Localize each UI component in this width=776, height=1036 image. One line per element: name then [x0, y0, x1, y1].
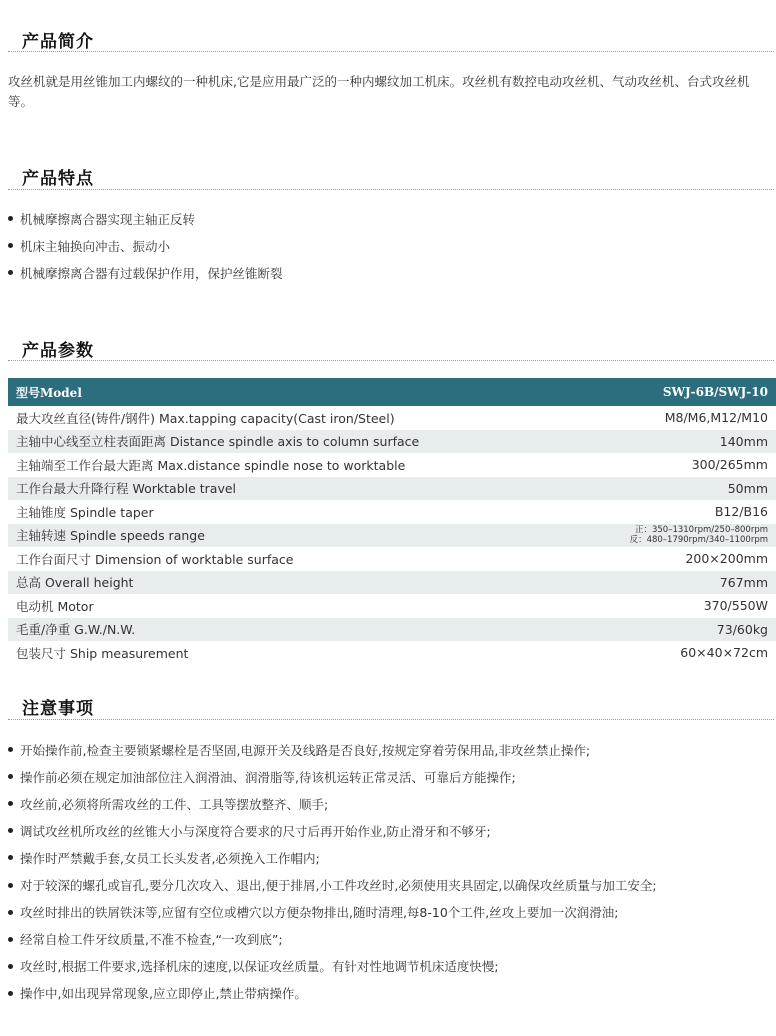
note-text: 调试攻丝机所攻丝的丝锥大小与深度符合要求的尺寸后再开始作业,防止滑牙和不够牙; — [20, 823, 491, 839]
list-item — [8, 763, 657, 790]
bullet-icon — [8, 243, 13, 248]
param-label: 主轴中心线至立柱表面距离 Distance spindle axis to column surface — [16, 434, 420, 450]
list-item — [8, 259, 283, 286]
bullet-icon — [8, 774, 13, 779]
param-label: 毛重/净重 G.W./N.W. — [16, 622, 136, 638]
table-row — [8, 500, 776, 524]
param-label: 主轴转速 Spindle speeds range — [16, 528, 205, 544]
bullet-icon — [8, 270, 13, 275]
list-item — [8, 817, 657, 844]
list-item — [8, 899, 657, 926]
param-value: B12/B16 — [714, 504, 768, 520]
note-text: 对于较深的螺孔或盲孔,要分几次攻入、退出,便于排屑,小工件攻丝时,必须使用夹具固定,以确保攻丝质量与加工安全; — [20, 878, 657, 894]
feature-text: 机械摩擦离合器有过载保护作用，保护丝锥断裂 — [20, 265, 283, 281]
table-row — [8, 547, 776, 571]
table-row — [8, 524, 776, 548]
bullet-icon — [8, 216, 13, 221]
feature-text: 机床主轴换向冲击、振动小 — [20, 238, 171, 254]
features-divider — [8, 189, 774, 190]
param-value: 50mm — [727, 480, 768, 496]
speed-reverse: 反：480–1790rpm/340–1100rpm — [629, 535, 768, 546]
table-row — [8, 406, 776, 430]
table-header-row — [8, 378, 776, 406]
param-label: 电动机 Motor — [16, 598, 94, 614]
feature-text: 机械摩擦离合器实现主轴正反转 — [20, 211, 196, 227]
notes-title: 注意事项 — [22, 699, 94, 719]
note-text: 操作时严禁戴手套,女员工长头发者,必须挽入工作帽内; — [20, 850, 320, 866]
notes-divider — [8, 719, 774, 720]
param-value: 767mm — [719, 574, 768, 590]
note-text: 开始操作前,检查主要锁紧螺栓是否坚固,电源开关及线路是否良好,按规定穿着劳保用品,非攻丝禁止操作; — [20, 742, 591, 758]
bullet-icon — [8, 828, 13, 833]
param-label: 主轴锥度 Spindle taper — [16, 504, 154, 520]
param-label: 最大攻丝直径(铸件/钢件) Max.tapping capacity(Cast iron/Steel) — [16, 410, 395, 426]
bullet-icon — [8, 855, 13, 860]
param-label: 工作台面尺寸 Dimension of worktable surface — [16, 551, 294, 567]
param-label: 工作台最大升降行程 Worktable travel — [16, 481, 237, 497]
list-item — [8, 953, 657, 980]
table-row — [8, 453, 776, 477]
bullet-icon — [8, 883, 13, 888]
param-value — [520, 524, 776, 548]
table-row — [8, 477, 776, 501]
param-label: 总高 Overall height — [16, 575, 134, 591]
param-value: 60×40×72cm — [680, 645, 768, 661]
list-item — [8, 980, 657, 1007]
param-value: 200×200mm — [685, 551, 768, 567]
param-label: 包装尺寸 Ship measurement — [16, 645, 189, 661]
note-text: 操作前必须在规定加油部位注入润滑油、润滑脂等,待该机运转正常灵活、可靠后方能操作; — [20, 769, 516, 785]
notes-list — [8, 736, 657, 1007]
params-table — [8, 378, 776, 665]
features-list — [8, 205, 283, 286]
intro-text: 攻丝机就是用丝锥加工内螺纹的一种机床,它是应用最广泛的一种内螺纹加工机床。攻丝机有数控电动攻丝机、气动攻丝机、台式攻丝机等。 — [8, 74, 750, 109]
params-divider — [8, 360, 774, 361]
note-text: 经常自检工件牙纹质量,不准不检查,“一攻到底”; — [20, 932, 283, 948]
table-row — [8, 618, 776, 642]
header-model-value: SWJ-6B/SWJ-10 — [662, 385, 768, 399]
bullet-icon — [8, 910, 13, 915]
bullet-icon — [8, 937, 13, 942]
list-item — [8, 790, 657, 817]
list-item — [8, 871, 657, 898]
note-text: 攻丝时,根据工件要求,选择机床的速度,以保证攻丝质量。有针对性地调节机床适度快慢; — [20, 959, 499, 975]
param-value: 370/550W — [703, 598, 768, 614]
header-model-label: 型号Model — [16, 385, 82, 400]
bullet-icon — [8, 747, 13, 752]
list-item — [8, 844, 657, 871]
table-row — [8, 571, 776, 595]
bullet-icon — [8, 801, 13, 806]
params-title: 产品参数 — [22, 341, 94, 361]
list-item — [8, 736, 657, 763]
speed-forward: 正：350–1310rpm/250–800rpm — [634, 525, 768, 536]
list-item — [8, 232, 283, 259]
intro-title: 产品简介 — [22, 32, 94, 52]
param-value: 300/265mm — [691, 457, 768, 473]
bullet-icon — [8, 991, 13, 996]
intro-divider — [8, 51, 774, 52]
list-item — [8, 926, 657, 953]
param-value: 140mm — [719, 433, 768, 449]
list-item — [8, 205, 283, 232]
features-title: 产品特点 — [22, 169, 94, 189]
param-value: 73/60kg — [716, 621, 768, 637]
param-value: M8/M6,M12/M10 — [664, 410, 768, 426]
note-text: 操作中,如出现异常现象,应立即停止,禁止带病操作。 — [20, 986, 307, 1002]
table-row — [8, 594, 776, 618]
table-row — [8, 430, 776, 454]
note-text: 攻丝时排出的铁屑铁沫等,应留有空位或槽穴以方便杂物排出,随时清理,每8-10个工件,丝攻上要加一次润滑油; — [20, 905, 619, 921]
note-text: 攻丝前,必须将所需攻丝的工件、工具等摆放整齐、顺手; — [20, 796, 329, 812]
table-row — [8, 641, 776, 665]
param-label: 主轴端至工作台最大距离 Max.distance spindle nose to worktable — [16, 457, 406, 473]
bullet-icon — [8, 964, 13, 969]
